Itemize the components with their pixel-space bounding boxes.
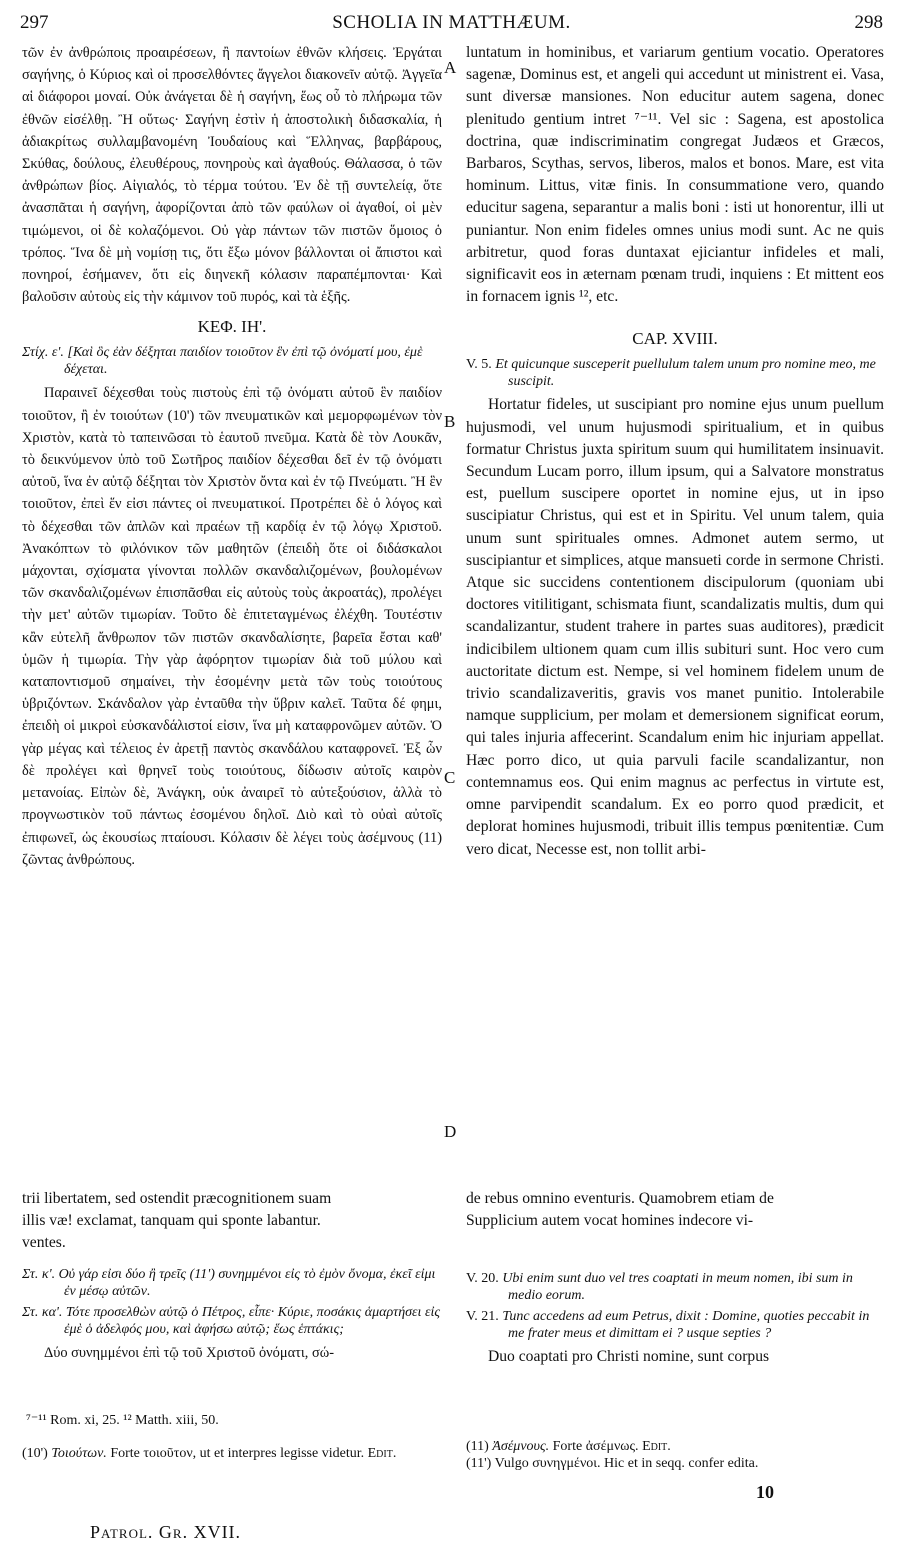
continuation-line-1 [22, 1188, 884, 1210]
latin-verse-21-number: V. 21. [466, 1309, 499, 1324]
latin-verse-20 [466, 1270, 884, 1304]
margin-marker-c: C [444, 768, 456, 787]
latin-column [466, 42, 884, 1256]
greek-verse-21: Στ. κα'. Τότε προσελθὼν αὐτῷ ὁ Πέτρος, εἶπε· Κύριε, ποσάκις ἁμαρτήσει εἰς ἐμὲ ὁ ἀδελφός μου, καὶ ἀφήσω αὐτῷ; ἕως ἑπτάκις; [22, 1305, 441, 1337]
continuation-line-3 [22, 1232, 884, 1254]
greek-column [22, 42, 442, 1240]
greek-paragraph-2: Παραινεῖ δέχεσθαι τοὺς πιστοὺς ἐπὶ τῷ ὀνόματι αὐτοῦ ἓν παιδίον τοιοῦτον, ἢ ἐν τοιούτων (10') τῶν πνευματικῶν καὶ μεμορφωμένων τὸν Χριστὸν, κατὰ τὸ ταπεινῶσαι τὸ ἑαυτοῦ πνεῦμα. Κατὰ δὲ τὸν Λουκᾶν, τὸ δεικνύμενον ὑπὸ τοῦ Σωτῆρος παιδίον δέχεσθαι δεῖ ἐν τῷ ὀνόματι αὐτοῦ, ἵνα ἐν αὐτῷ δέξηται τὸν Χριστὸν ὄντα καὶ ἐν τῷ Πνεύματι. Ἢ ἓν τοιοῦτον, ἐπεὶ ἕν εἰσι πάντες οἱ πνευματικοί. Προτρέπει δὲ ὁ λόγος καὶ τὸ δέχεσθαι τῶν ἁπλῶν καὶ πραέων τῇ καρδίᾳ ἐν τῷ λόγῳ Χριστοῦ. Ἀνακόπτων τὸ φιλόνικον τῶν μαθητῶν (ἐπειδὴ ὅτε οἱ διδάσκαλοι μάχονται, σχίσματα γίνονται πολλῶν σκανδαλιζομένων, βουλομένων τῶν σκανδαλιζομένων ἐπισπᾶσθαι εἰς αὐτοὺς τοὺς ἀκροατάς), προλέγει τὴν μετ' αὐτῶν τιμωρίαν. Τοῦτο δὲ ἐπιτεταγμένως ἐλέχθη. Τουτέστιν κἂν εὐτελῆ ἄνθρωπον τῶν πιστῶν σκανδαλίσητε, βαρεῖα ἔσται καθ' ὑμῶν ἡ τιμωρία. Τὴν γὰρ ἀφόρητον τιμωρίαν διὰ τοῦ μύλου καὶ καταποντισμοῦ σημαίνει, τὴν ἐσομένην μετὰ τῶν τοὺς τοιούτους ὑβριζόντων. Σκάνδαλον γὰρ ἐνταῦθα τὴν ὕβριν καλεῖ. Ταῦτα δέ φημι, ἐπειδὴ οἱ μικροὶ εὐσκανδάλιστοί εἰσιν, ἵνα μὴ καταφρονῶμεν αὐτῶν. Ὁ γὰρ μέγας καὶ τέλειος ἐν ἀρετῇ παντὸς σκανδάλου καταφρονεῖ. Ἐξ ὧν δὲ προλέγει καὶ θρηνεῖ τοὺς τοιούτους, δίδωσιν αὐτοῖς καιρὸν μετανοίας. Εἰπὼν δὲ, Ἀνάγκη, οὐκ ἀναιρεῖ τὸ αὐτεξούσιον, ἀλλὰ τὸ προγνωστικὸν τοῦ πάντως ἐσομένου δηλοῖ. Διὸ καὶ τὸ οὐαὶ αὐτοῖς ἐπιφωνεῖ, ὡς ἑκουσίως πταίουσι. Κόλασιν δὲ λέγει τοὺς ἀσέμνους (11) ζῶντας ἀνθρώπους. [22, 385, 442, 868]
footnote-11b-mark: (11') [466, 1456, 492, 1471]
footnote-11b [466, 1455, 884, 1472]
footnotes-right [466, 1438, 884, 1472]
footnote-10-mark: (10') [22, 1446, 48, 1461]
footnote-11-mark: (11) [466, 1439, 489, 1454]
greek-lower-section [22, 1262, 442, 1364]
latin-paragraph-2: Hortatur fideles, ut suscipiant pro nomine ejus unum puellum hujusmodi, vel unum hujusmodi spiritualium, et in quibus formatur Christus juxta spiritum suum qui humilitatem insinuavit. Secundum Lucam porro, illum ipsum, qui a Salvatore monstratus est, puellum suscipere oportet in nomine ejus, ut in ipso suscipiatur Christus, qui est et in Spiritu. Vel unum talem, quia unum sunt spirituales omnes. Admonet autem sermo, ut suscipiantur et simplices, atque mansueti corde in sermone Christi. Atque sic succidens contentionem discipulorum (quoniam ubi doctores vitilitigant, schismata fiunt, scandalizatis multis, dum qui scandalizantur, student trahere in partes suas auditores), prædicit indicibilem ultionem quam cum illis subituri sunt. Hoc vero cum auctoritate dictum est. Nempe, si vel hominem fidelem unum de trivio scandalizaveritis, gravis vos manet punitio. Intolerabile namque supplicium, per molam et demersionem significat eorum, qui tales injuria affecerint. Scandalum enim hic injuriam appellat. Hæc porro dico, ut quia parvuli facile scandalizantur, non contemnamus eos. Qui enim magnus ac perfectus in virtute est, omne parvipendit scandalum. Ex eo porro quod prædicit, et deplorat homines hujusmodi, tribuit illis tempus pœnitentiæ. Cum vero dicat, Necesse est, non tollit arbi- [466, 396, 884, 858]
greek-verse-5: Στίχ. ε'. [Καὶ ὃς ἐὰν δέξηται παιδίον τοιοῦτον ἓν ἐπὶ τῷ ὀνόματί μου, ἐμὲ δέχεται. [22, 345, 423, 378]
margin-marker-d: D [444, 1122, 457, 1141]
continuation-line-2-left: illis væ! exclamat, tanquam qui sponte labantur. [22, 1212, 321, 1230]
greek-chapter-heading: ΚΕΦ. ΙΗ'. [197, 317, 267, 337]
latin-paragraph-3: Duo coaptati pro Christi nomine, sunt corpus [488, 1348, 770, 1365]
running-title: SCHOLIA IN MATTHÆUM. [332, 12, 571, 33]
latin-verse-20-text: Ubi enim sunt duo vel tres coaptati in meum nomen, ibi sum in medio eorum. [502, 1271, 853, 1303]
footnote-11 [466, 1438, 884, 1455]
page-number-left: 297 [20, 12, 49, 33]
continuation-line-1-left: trii libertatem, sed ostendit præcognitionem suam [22, 1190, 332, 1207]
footnotes-left [22, 1412, 442, 1462]
footnote-11-word: Ἀσέμνους. [492, 1439, 550, 1454]
signature-number: 10 [756, 1482, 774, 1502]
latin-verse-21-text: Tunc accedens ad eum Petrus, dixit : Domine, quoties peccabit in me frater meus et dimittam ei ? usque septies ? [502, 1309, 870, 1341]
footnote-11-edit: Edit. [642, 1439, 671, 1454]
margin-marker-a: A [444, 58, 457, 77]
footnote-11-text: Forte ἀσέμνως. [552, 1439, 639, 1454]
running-header [14, 12, 889, 38]
greek-verse-20: Στ. κ'. Οὐ γάρ εἰσι δύο ἢ τρεῖς (11') συνημμένοι εἰς τὸ ἐμὸν ὄνομα, ἐκεῖ εἰμι ἐν μέσῳ αὐτῶν. [22, 1267, 436, 1299]
continuation-line-2 [22, 1210, 884, 1232]
latin-paragraph-1: luntatum in hominibus, et variarum gentium vocatio. Operatores sagenæ, Dominus est, et angeli qui accedunt ut ministrent ei. Vasa, sunt diversæ mansiones. Non educitur autem sagena, donec plenitudo gentium intret ⁷⁻¹¹. Vel sic : Sagena, est apostolica doctrina, quæ indiscriminatim congregat Judæos et Græcos, Barbaros, Scythas, servos, liberos, malos et bonos. Mare, est vita hominum. Littus, vitæ finis. In consummatione vero, quando educitur sagena, separantur a malis boni : isti ut honorentur, illi ut puniantur. Non enim fideles omnes unius modi sunt. Ac ne quis arbitretur, quod foras duntaxat ejiciantur infideles et mali, significavit eos in æternam pœnam trudi, inquiens : Et mittent eos in fornacem ignis ¹², etc. [466, 44, 884, 306]
footnote-11b-text: Vulgo συνηγμένοι. Hic et in seqq. confer edita. [494, 1456, 759, 1471]
scripture-references: ⁷⁻¹¹ Rom. xi, 25. ¹² Matth. xiii, 50. [26, 1413, 219, 1428]
latin-verse-5 [466, 356, 884, 390]
page-number-right: 298 [854, 12, 883, 33]
continuation-line-1-right: de rebus omnino eventuris. Quamobrem etiam de [466, 1190, 774, 1207]
footnote-10 [22, 1445, 442, 1462]
footnote-10-text: Forte τοιοῦτον, ut et interpres legisse videtur. [110, 1446, 365, 1461]
footnote-10-edit: Edit. [367, 1446, 397, 1461]
greek-paragraph-1: τῶν ἐν ἀνθρώποις προαιρέσεων, ἢ παντοίων ἐθνῶν κλήσεις. Ἐργάται σαγήνης, ὁ Κύριος καὶ οἱ προσελθόντες ἄγγελοι διακονεῖν αὐτῷ. Ἀγγεῖα αἱ διάφοροι μοναί. Οὐκ ἀνάγεται δὲ ἡ σαγήνη, ἕως οὗ τὸ πλήρωμα τῶν ἐθνῶν εἰσέλθῃ. Ἢ οὕτως· Σαγήνη ἐστὶν ἡ ἀποστολικὴ διδασκαλία, ἡ ἀδιακρίτως συλλαμβανομένη Ἰουδαίους καὶ Ἕλληνας, βαρβάρους, Σκύθας, δούλους, ἐλευθέρους, πονηροὺς καὶ ἀγαθούς. Θάλασσα, ὁ τῶν ἀνθρώπων βίος. Αἰγιαλός, τὸ τέρμα τούτου. Ἐν δὲ τῇ συντελείᾳ, ὅτε ἀνασπᾶται ἡ σαγήνη, ἀφορίζονται ἀπὸ τῶν φαύλων οἱ ἀγαθοί, οἱ μὲν τιμώμενοι, οἱ δὲ κολαζόμενοι. Οὐ γὰρ πάντων τῶν πιστῶν ὅμοιος ὁ τρόπος. Ἵνα δὲ μὴ νομίσῃ τις, ὅτι ἔξω μόνον βάλλονται οἱ ἄπιστοι καὶ πονηροί, ἐσήμανεν, ὅτι εἰς διηνεκῆ κόλασιν παραπέμπονται· Καὶ βαλοῦσιν αὐτοὺς εἰς τὴν κάμινον τοῦ πυρός, καὶ τὰ ἑξῆς. [22, 45, 442, 306]
latin-lower-section [466, 1266, 884, 1368]
latin-chapter-heading: CAP. XVIII. [632, 329, 718, 349]
footnote-10-word: Τοιούτων. [51, 1446, 107, 1461]
margin-marker-b: B [444, 412, 456, 431]
full-width-continuation [22, 1188, 884, 1255]
latin-verse-20-number: V. 20. [466, 1271, 499, 1286]
greek-paragraph-3: Δύο συνημμένοι ἐπὶ τῷ τοῦ Χριστοῦ ὀνόματι, σώ- [44, 1345, 334, 1361]
latin-verse-5-number: V. 5. [466, 357, 492, 373]
printer-signature: Patrol. Gr. XVII. [90, 1522, 242, 1542]
continuation-line-3-left: ventes. [22, 1234, 66, 1252]
latin-verse-5-text: Et quicunque susceperit puellulum talem unum pro nomine meo, me suscipit. [495, 357, 876, 390]
continuation-line-2-right: Supplicium autem vocat homines indecore vi- [466, 1212, 754, 1230]
latin-verse-21 [466, 1308, 884, 1342]
